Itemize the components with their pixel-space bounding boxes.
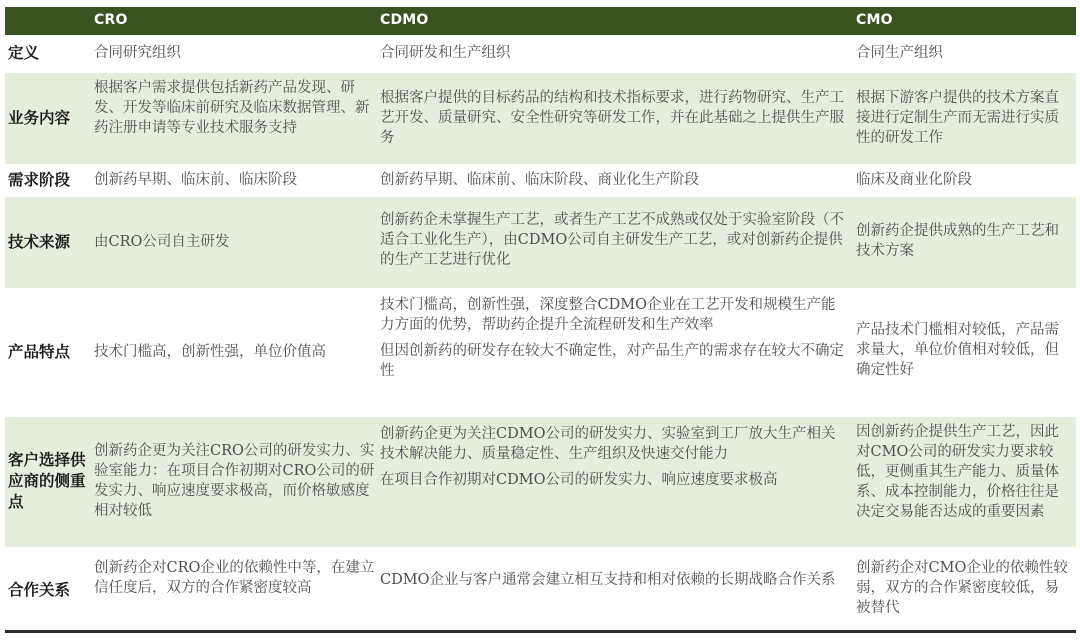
cell-cmo: 创新药企提供成熟的生产工艺和技术方案 xyxy=(856,223,1059,259)
cell-cdmo: 技术门槛高，创新性强，深度整合CDMO企业在工艺开发和规模生产能力方面的优势，帮助药企提升全流程研发和生产效率 但因创新药的研发存在较大不确定性，对产品生产的需求存在较大不确定性 xyxy=(380,297,844,379)
row-label: 技术来源 xyxy=(8,233,71,251)
cell-cmo: 合同生产组织 xyxy=(856,45,943,61)
cell-cmo: 产品技术门槛相对较低，产品需求量大，单位价值相对较低，但确定性好 xyxy=(856,322,1059,378)
cell-cro: 创新药早期、临床前、临床阶段 xyxy=(94,172,297,188)
row-label: 客户选择供应商的侧重点 xyxy=(8,451,86,511)
table-row-client-focus xyxy=(5,417,1076,547)
table-row-definition xyxy=(5,35,1076,72)
table-header xyxy=(5,7,1076,35)
table-row-stage xyxy=(5,164,1076,196)
table-bottom-rule xyxy=(5,630,1076,633)
cell-cro: 由CRO公司自主研发 xyxy=(94,234,230,250)
row-label: 产品特点 xyxy=(8,343,71,361)
row-label: 需求阶段 xyxy=(8,171,71,189)
cell-cdmo: 创新药企更为关注CDMO公司的研发实力、实验室到工厂放大生产相关技术解决能力、质量稳定性、生产组织及快速交付能力 在项目合作初期对CDMO公司的研发实力、响应速度要求极高 xyxy=(380,426,836,488)
row-label: 定义 xyxy=(8,44,40,62)
cell-cmo: 因创新药企提供生产工艺，因此对CMO公司的研发实力要求较低，更侧重其生产能力、质量体系、成本控制能力，价格往往是决定交易能否达成的重要因素 xyxy=(856,424,1059,520)
cell-cro: 创新药企更为关注CRO公司的研发实力、实验室能力：在项目合作初期对CRO公司的研发实力、响应速度要求极高，而价格敏感度相对较低 xyxy=(94,443,375,519)
cell-cro: 技术门槛高，创新性强，单位价值高 xyxy=(94,344,326,360)
cell-cro: 根据客户需求提供包括新药产品发现、研发、开发等临床前研究及临床数据管理、新药注册申请等专业技术服务支持 xyxy=(94,80,370,136)
cell-cdmo: 合同研发和生产组织 xyxy=(380,45,511,61)
header-cmo: CMO xyxy=(856,12,893,28)
cell-cdmo: CDMO企业与客户通常会建立相互支持和相对依赖的长期战略合作关系 xyxy=(380,572,836,588)
row-label: 业务内容 xyxy=(8,109,71,127)
cell-cro: 创新药企对CRO企业的依赖性中等，在建立信任度后，双方的合作紧密度较高 xyxy=(94,560,375,596)
cell-cmo: 临床及商业化阶段 xyxy=(856,172,972,188)
cell-cro: 合同研究组织 xyxy=(94,45,181,61)
cell-cdmo: 根据客户提供的目标药品的结构和技术指标要求，进行药物研究、生产工艺开发、质量研究、安全性研究等研发工作，并在此基础之上提供生产服务 xyxy=(380,90,844,146)
table-row-tech-source xyxy=(5,197,1076,288)
header-cro: CRO xyxy=(94,12,128,28)
table-row-cooperation xyxy=(5,548,1076,630)
table-row-product-features xyxy=(5,290,1076,416)
cell-cdmo: 创新药早期、临床前、临床阶段、商业化生产阶段 xyxy=(380,172,699,188)
header-cdmo: CDMO xyxy=(380,12,429,28)
cell-cmo: 根据下游客户提供的技术方案直接进行定制生产而无需进行实质性的研发工作 xyxy=(856,90,1059,146)
cell-cdmo: 创新药企未掌握生产工艺，或者生产工艺不成熟或仅处于实验室阶段（不适合工业化生产），由CDMO公司自主研发生产工艺，或对创新药企提供的生产工艺进行优化 xyxy=(380,212,844,268)
cell-cmo: 创新药企对CMO企业的依赖性较弱，双方的合作紧密度较低，易被替代 xyxy=(856,560,1068,616)
table-row-business xyxy=(5,73,1076,164)
row-label: 合作关系 xyxy=(8,581,71,599)
